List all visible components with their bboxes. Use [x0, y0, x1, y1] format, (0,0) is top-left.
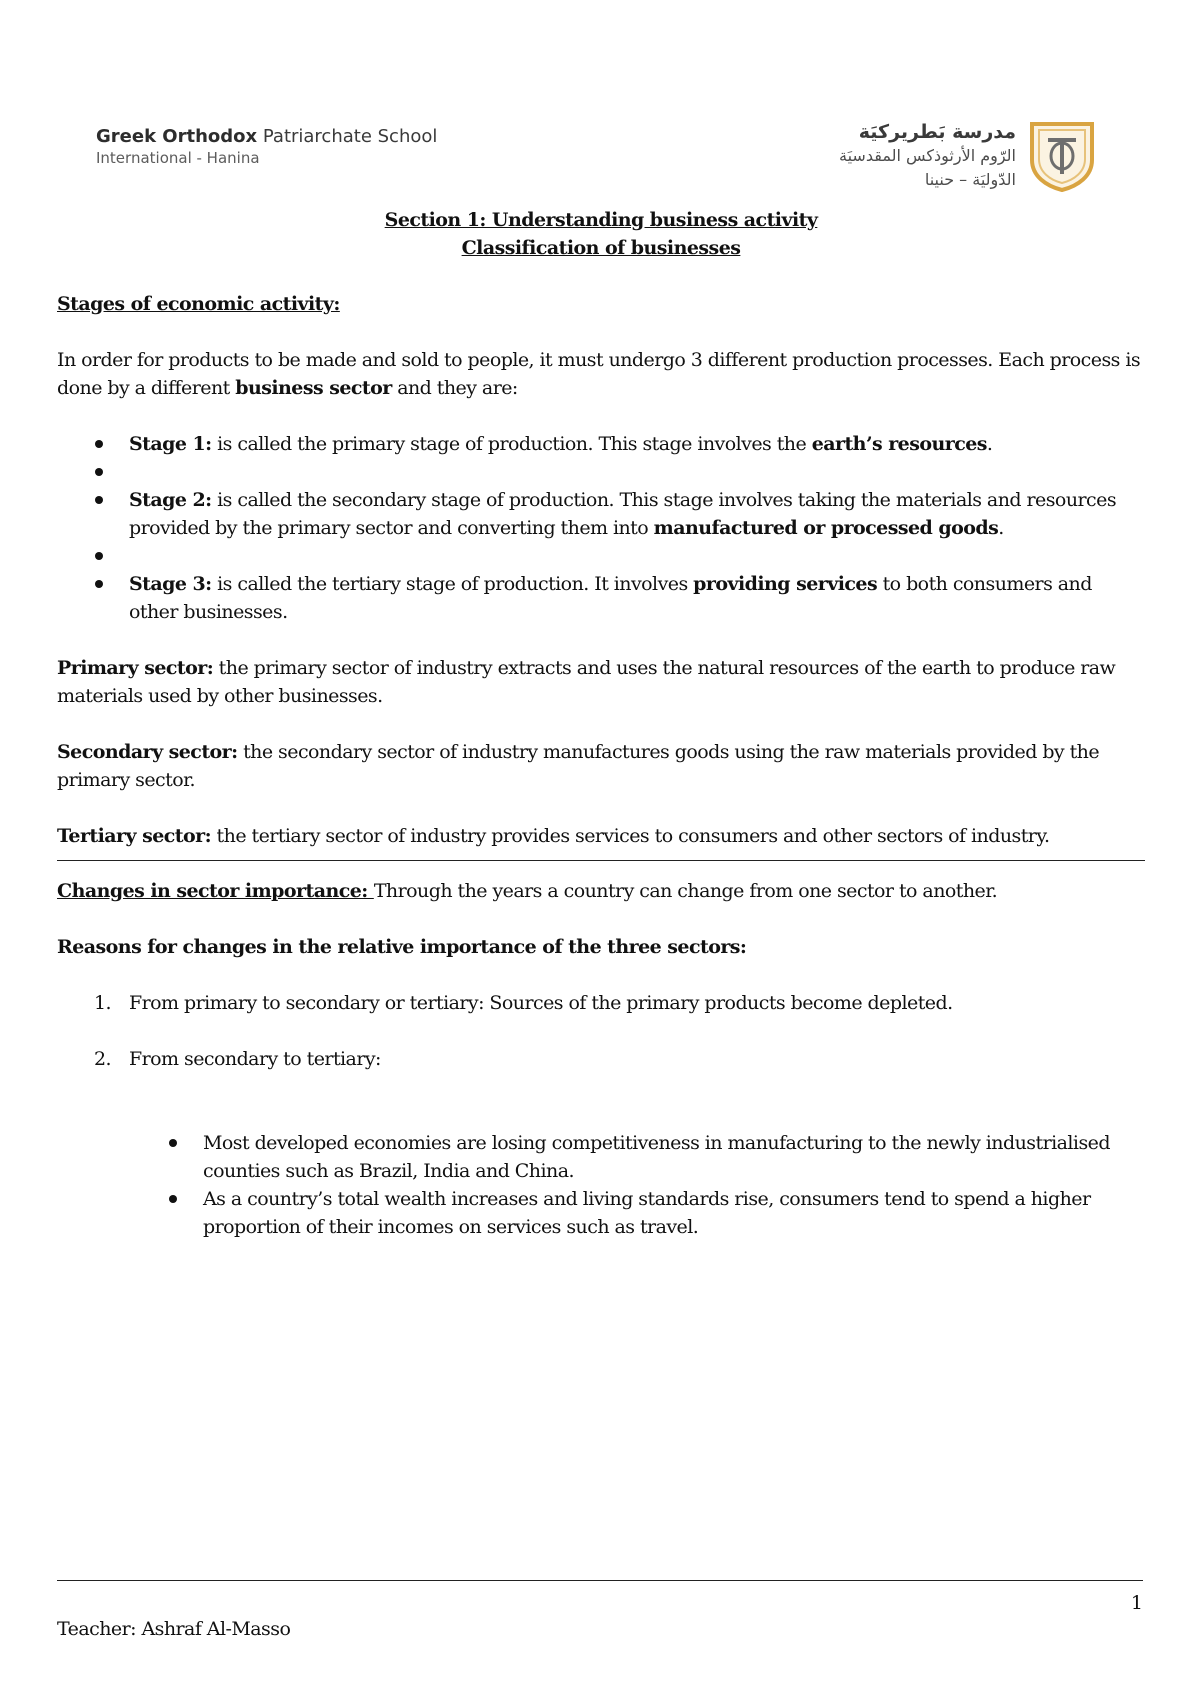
list-item: Stage 1: is called the primary stage of production. This stage involves the earth’s resources.	[57, 430, 1145, 458]
school-name-arabic-line2: الرّوم الأرثوذكس المقدسيَة	[839, 146, 1016, 165]
stages-heading: Stages of economic activity:	[57, 293, 340, 315]
school-name-arabic-line3: الدّوليَة – حنينا	[924, 170, 1016, 189]
divider	[57, 860, 1145, 861]
teacher-name: Teacher: Ashraf Al-Masso	[57, 1618, 291, 1640]
list-item: Most developed economies are losing competitiveness in manufacturing to the newly industrialised counties such as Brazil, India and China.	[57, 1129, 1145, 1185]
list-item: Stage 2: is called the secondary stage of production. This stage involves taking the materials and resources provided by the primary sector and converting them into manufactured or processed goods.	[57, 486, 1145, 542]
changes-paragraph: Changes in sector importance: Through the years a country can change from one sector to another.	[57, 880, 998, 902]
school-name-arabic-line1: مدرسة بَطريركيَة	[858, 121, 1016, 143]
reasons-list	[57, 989, 1145, 1073]
school-header	[96, 120, 1096, 210]
list-item: Stage 3: is called the tertiary stage of production. It involves providing services to both consumers and other businesses.	[57, 570, 1145, 626]
school-location: International - Hanina	[96, 149, 260, 167]
school-name-bold: Greek Orthodox	[96, 126, 258, 147]
footer-divider	[57, 1580, 1143, 1581]
school-name-english	[96, 126, 437, 168]
tertiary-reasons-list	[57, 1129, 1145, 1241]
school-name-rest: Patriarchate School	[257, 126, 438, 147]
stages-intro: In order for products to be made and sold to people, it must undergo 3 different production processes. Each process is done by a different business sector and they are:	[57, 349, 1141, 399]
school-name-arabic	[839, 120, 1016, 192]
school-crest-icon	[1028, 120, 1096, 192]
list-item: 1. From primary to secondary or tertiary: Sources of the primary products become depleted.	[94, 992, 953, 1014]
list-item: 2. From secondary to tertiary:	[94, 1048, 381, 1070]
primary-sector-definition: Primary sector: the primary sector of industry extracts and uses the natural resources of the earth to produce raw materials used by other businesses.	[57, 657, 1116, 707]
section-subtitle: Classification of businesses	[461, 237, 741, 259]
changes-heading: Changes in sector importance:	[57, 880, 374, 902]
stages-list	[57, 430, 1145, 626]
list-item: As a country’s total wealth increases and living standards rise, consumers tend to spend a higher proportion of their incomes on services such as travel.	[57, 1185, 1145, 1241]
document-body	[57, 206, 1145, 1241]
reasons-heading: Reasons for changes in the relative importance of the three sectors:	[57, 936, 747, 958]
page-number: 1	[1130, 1592, 1143, 1614]
section-title: Section 1: Understanding business activity	[384, 209, 818, 231]
secondary-sector-definition: Secondary sector: the secondary sector of industry manufactures goods using the raw materials provided by the primary sector.	[57, 741, 1100, 791]
tertiary-sector-definition: Tertiary sector: the tertiary sector of industry provides services to consumers and other sectors of industry.	[57, 825, 1050, 847]
